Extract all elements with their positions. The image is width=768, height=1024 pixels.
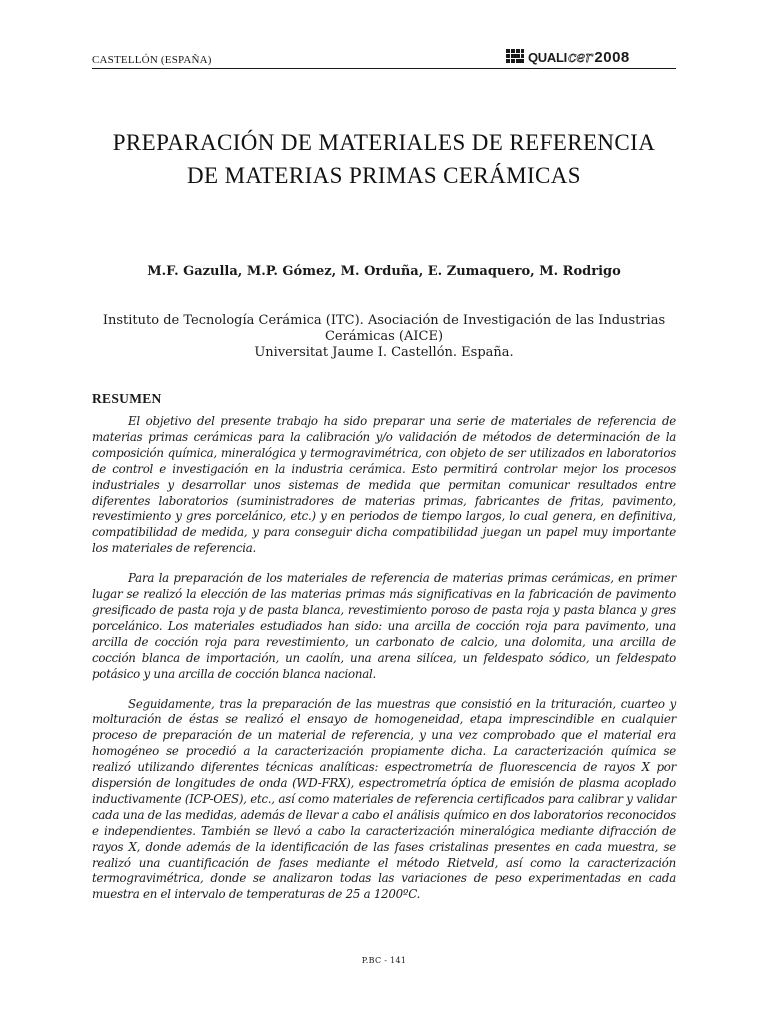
qualicer-logo: [506, 47, 630, 67]
qualicer-mark-icon: [506, 49, 524, 65]
affiliation-line: Instituto de Tecnología Cerámica (ITC). Asociación de Investigación de las Industrias: [102, 313, 666, 328]
title-line: PREPARACIÓN DE MATERIALES DE REFERENCIA: [112, 130, 656, 155]
abstract-paragraph: Para la preparación de los materiales de referencia de materias primas cerámicas, en primer lugar se realizó la elección de las materias primas más significativas en la fabricación de pavimento gresificado de pasta roja y de pasta blanca, revestimiento poroso de pasta roja y pasta blanca y gres porcelánico. Los materiales estudiados han sido: una arcilla de cocción roja para pavimento, una arcilla de cocción roja para revestimiento, un carbonato de calcio, una dolomita, una arcilla de cocción blanca de importación, un caolín, una arena silícea, un feldespato sódico, un feldespato potásico y una arcilla de cocción blanca nacional.: [92, 571, 676, 681]
abstract-paragraph: El objetivo del presente trabajo ha sido preparar una serie de materiales de referencia de materias primas cerámicas para la calibración y/o validación de métodos de determinación de la composición química, mineralógica y termogravimétrica, con objeto de ser utilizados en laboratorios de control e investigación en la industria cerámica. Esto permitirá controlar mejor los procesos industriales y desarrollar unos sistemas de medida que permitan comunicar resultados entre diferentes laboratorios (suministradores de materias primas, fabricantes de fritas, pavimento, revestimiento y gres porcelánico, etc.) y en periodos de tiempo largos, lo cual genera, en definitiva, compatibilidad de medida, y para conseguir dicha compatibilidad juegan un papel muy importante los materiales de referencia.: [92, 414, 676, 556]
title-line: DE MATERIAS PRIMAS CERÁMICAS: [187, 163, 581, 188]
header-divider: [92, 68, 676, 69]
section-heading: RESUMEN: [92, 391, 162, 406]
affiliation-line: Cerámicas (AICE): [324, 329, 444, 344]
header-location: CASTELLÓN (ESPAÑA): [92, 54, 212, 66]
abstract-body: [92, 414, 676, 917]
paper-title: [60, 126, 708, 192]
logo-script: cer: [567, 48, 593, 66]
logo-brand: QUALI: [528, 49, 567, 65]
author-list: M.F. Gazulla, M.P. Gómez, M. Orduña, E. Zumaquero, M. Rodrigo: [147, 264, 621, 279]
abstract-paragraph: Seguidamente, tras la preparación de las muestras que consistió en la trituración, cuarteo y molturación de éstas se realizó el ensayo de homogeneidad, etapa imprescindible en cualquier proceso de preparación de un material de referencia, y una vez comprobado que el material era homogéneo se procedió a la caracterización propiamente dicha. La caracterización química se realizó utilizando diferentes técnicas analíticas: espectrometría de fluorescencia de rayos X por dispersión de longitudes de onda (WD-FRX), espectrometría óptica de emisión de plasma acoplado inductivamente (ICP-OES), etc., así como materiales de referencia certificados para calibrar y validar cada una de las medidas, además de llevar a cabo el análisis químico en dos laboratorios reconocidos e independientes. También se llevó a cabo la caracterización mineralógica mediante difracción de rayos X, donde además de la identificación de las fases cristalinas presentes en cada muestra, se realizó una cuantificación de fases mediante el método Rietveld, así como la caracterización termogravimétrica, donde se analizaron todas las variaciones de peso experimentadas en cada muestra en el intervalo de temperaturas de 25 a 1200ºC.: [92, 696, 676, 902]
affiliation-line: Universitat Jaume I. Castellón. España.: [254, 345, 514, 360]
page-number: P.BC - 141: [361, 956, 407, 965]
logo-year: 2008: [594, 48, 630, 66]
affiliation: [92, 313, 676, 361]
